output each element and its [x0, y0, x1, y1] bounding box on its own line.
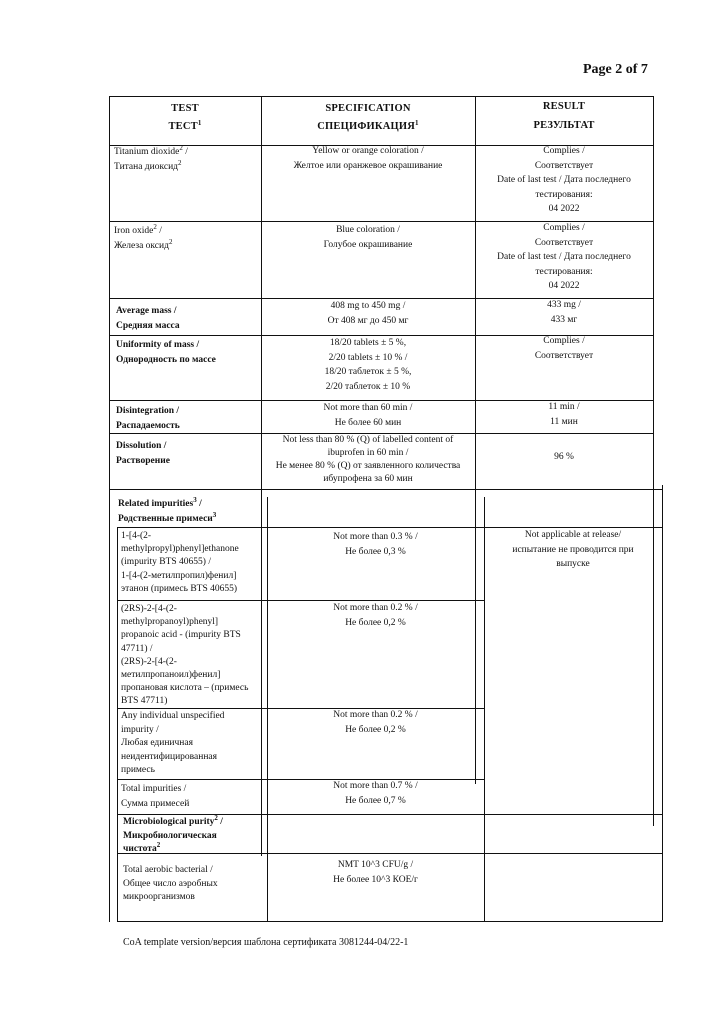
iron-result: Complies / Соответствует Date of last test / Дата последнего тестирования: 04 2022: [497, 223, 631, 291]
header-spec-en: SPECIFICATION: [325, 103, 411, 114]
header-test-ru: ТЕСТ$^1$: [168, 119, 202, 132]
titanium-test: Titanium dioxide$^2$ / Титана диоксид$^2$: [114, 144, 188, 172]
unspecified-impurity-test: Any individual unspecified impurity / Любая единичная неидентифицированная примесь: [121, 711, 225, 775]
impurity-bts-40655-test: 1-[4-(2- methylpropyl)phenyl]ethanone (impurity BTS 40655) / 1-[4-(2-метилпропил)фенил] этанон (примесь BTS 40655): [121, 531, 239, 594]
total-aerobic-test: Total aerobic bacterial / Общее число аэробных микроорганизмов: [123, 865, 218, 902]
related-impurities-test: Related impurities$^3$ / Родственные примеси$^3$: [118, 496, 217, 524]
impurities-result: Not applicable at release/ испытание не проводится при выпуске: [512, 530, 634, 569]
impurity-bts-47711-spec: Not more than 0.2 % / Не более 0,2 %: [333, 603, 418, 628]
header-spec-ru: СПЕЦИФИКАЦИЯ$^1$: [317, 119, 419, 132]
header-result-en: RESULT: [542, 101, 586, 112]
template-version-footer: CoA template version/версия шаблона сертификата 3081244-04/22-1: [123, 937, 409, 948]
uniformity-spec: 18/20 tablets ± 5 %, 2/20 tablets ± 10 % / 18/20 таблеток ± 5 %, 2/20 таблеток ± 10 %: [324, 338, 412, 392]
disintegration-test: Disintegration / Распадаемость: [116, 406, 180, 431]
titanium-result: Complies / Соответствует Date of last test / Дата последнего тестирования: 04 2022: [497, 146, 631, 214]
titanium-spec: Yellow or orange coloration / Желтое или оранжевое окрашивание: [293, 146, 443, 171]
average-mass-spec: 408 mg to 450 mg / От 408 мг до 450 мг: [327, 301, 409, 326]
microbiological-purity-test: Microbiological purity$^2$ / Микробиологическая чистота$^2$: [123, 814, 223, 854]
impurity-bts-40655-spec: Not more than 0.3 % / Не более 0,3 %: [333, 532, 418, 557]
header-test-en: TEST: [171, 103, 199, 114]
dissolution-spec: Not less than 80 % (Q) of labelled content of ibuprofen in 60 min / Не менее 80 % (Q) от заявленного количества ибупрофена за 60 мин: [275, 435, 461, 484]
iron-spec: Blue coloration / Голубое окрашивание: [323, 225, 413, 250]
dissolution-test: Dissolution / Растворение: [116, 441, 170, 466]
page-number: Page 2 of 7: [583, 62, 648, 77]
average-mass-test: Average mass / Средняя масса: [116, 306, 180, 331]
total-aerobic-spec: NMT 10^3 CFU/g / Не более 10^3 КОЕ/г: [333, 860, 418, 885]
impurity-bts-47711-test: (2RS)-2-[4-(2- methylpropanoyl)phenyl] propanoic acid - (impurity BTS 47711) / (2RS)-2-[4-(2- метилпропаноил)фенил] пропановая кислота – (примесь BTS 47711): [121, 604, 249, 707]
disintegration-result: 11 min / 11 мин: [548, 402, 580, 427]
disintegration-spec: Not more than 60 min / Не более 60 мин: [323, 403, 413, 428]
total-impurities-test: Total impurities / Сумма примесей: [121, 784, 190, 809]
unspecified-impurity-spec: Not more than 0.2 % / Не более 0,2 %: [333, 710, 418, 735]
total-impurities-spec: Not more than 0.7 % / Не более 0,7 %: [333, 781, 418, 806]
dissolution-result: 96 %: [554, 452, 574, 462]
header-result-ru: РЕЗУЛЬТАТ: [533, 120, 595, 131]
average-mass-result: 433 mg / 433 мг: [547, 300, 581, 325]
iron-test: Iron oxide$^2$ / Железа оксид$^2$: [114, 223, 173, 251]
uniformity-result: Complies / Соответствует: [534, 336, 594, 361]
uniformity-test: Uniformity of mass / Однородность по массе: [116, 340, 216, 365]
